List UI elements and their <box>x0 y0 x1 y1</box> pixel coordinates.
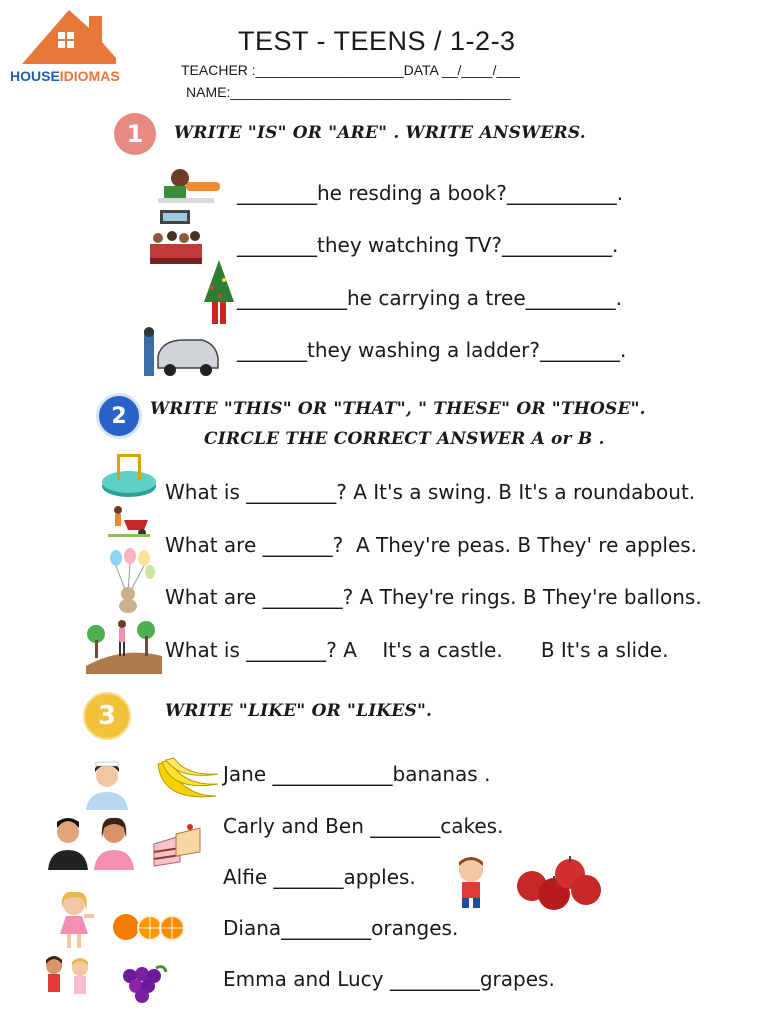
bananas-picture <box>152 756 222 810</box>
section3-sentence-4: Diana_________oranges. <box>223 916 459 940</box>
section2-question-1: What is _________? A It's a swing. B It's a roundabout. <box>165 480 696 504</box>
section1-question-4: _______they washing a ladder?________. <box>237 338 627 362</box>
section2-question-2: What are _______? A They're peas. B They' re apples. <box>165 533 698 557</box>
section1-question-2: ________they watching TV?___________. <box>237 233 619 257</box>
boy-reading-picture <box>150 166 226 208</box>
girl-picture <box>54 890 100 950</box>
man-washing-car-picture <box>140 326 222 380</box>
teacher-date-line: TEACHER :___________________DATA __/____/___ <box>181 62 520 78</box>
house-logo <box>10 6 129 88</box>
bear-with-balloons-picture <box>104 548 158 614</box>
two-girls-picture <box>40 956 98 1000</box>
section1-number: 1 <box>126 120 144 148</box>
section2-number-badge <box>96 393 142 439</box>
kid-with-wheelbarrow-picture <box>106 504 152 540</box>
section1-title: WRITE "IS" OR "ARE" . WRITE ANSWERS. <box>174 123 586 143</box>
family-watching-tv-picture <box>146 208 204 266</box>
woman-portrait-picture <box>80 756 134 810</box>
girl-in-park-picture <box>82 616 164 676</box>
section2-number: 2 <box>111 403 127 429</box>
section2-title-line1: WRITE "THIS" OR "THAT", " THESE" OR "THOSE". <box>150 399 646 419</box>
section1-question-1: ________he resding a book?___________. <box>237 181 624 205</box>
section1-number-badge <box>114 113 156 155</box>
section2-question-4: What is ________? A It's a castle. B It's a slide. <box>165 638 669 662</box>
name-line: NAME:____________________________________ <box>186 84 511 100</box>
section3-number: 3 <box>97 701 117 731</box>
boy-picture <box>450 854 492 910</box>
page-title: TEST - TEENS / 1-2-3 <box>238 26 516 56</box>
logo-text-house: HOUSE <box>10 68 60 84</box>
section3-sentence-2: Carly and Ben _______cakes. <box>223 814 504 838</box>
boy-and-girl-portrait-picture <box>46 812 136 870</box>
section2-question-3: What are ________? A They're rings. B They're ballons. <box>165 585 702 609</box>
apples-picture <box>510 852 606 914</box>
section2-title-line2: CIRCLE THE CORRECT ANSWER A or B . <box>204 429 605 449</box>
section3-number-badge <box>83 692 131 740</box>
section3-sentence-1: Jane ____________bananas . <box>223 762 491 786</box>
section3-sentence-3: Alfie _______apples. <box>223 865 416 889</box>
cakes-picture <box>150 822 206 868</box>
section3-title: WRITE "LIKE" OR "LIKES". <box>165 701 433 721</box>
person-carrying-tree-picture <box>200 258 238 326</box>
section1-question-3: ___________he carrying a tree_________. <box>237 286 623 310</box>
section3-sentence-5: Emma and Lucy _________grapes. <box>223 967 555 991</box>
oranges-picture <box>110 910 188 944</box>
logo-text-idiomas: IDIOMAS <box>59 68 120 84</box>
roundabout-picture <box>100 448 158 500</box>
grapes-picture <box>118 962 170 1004</box>
